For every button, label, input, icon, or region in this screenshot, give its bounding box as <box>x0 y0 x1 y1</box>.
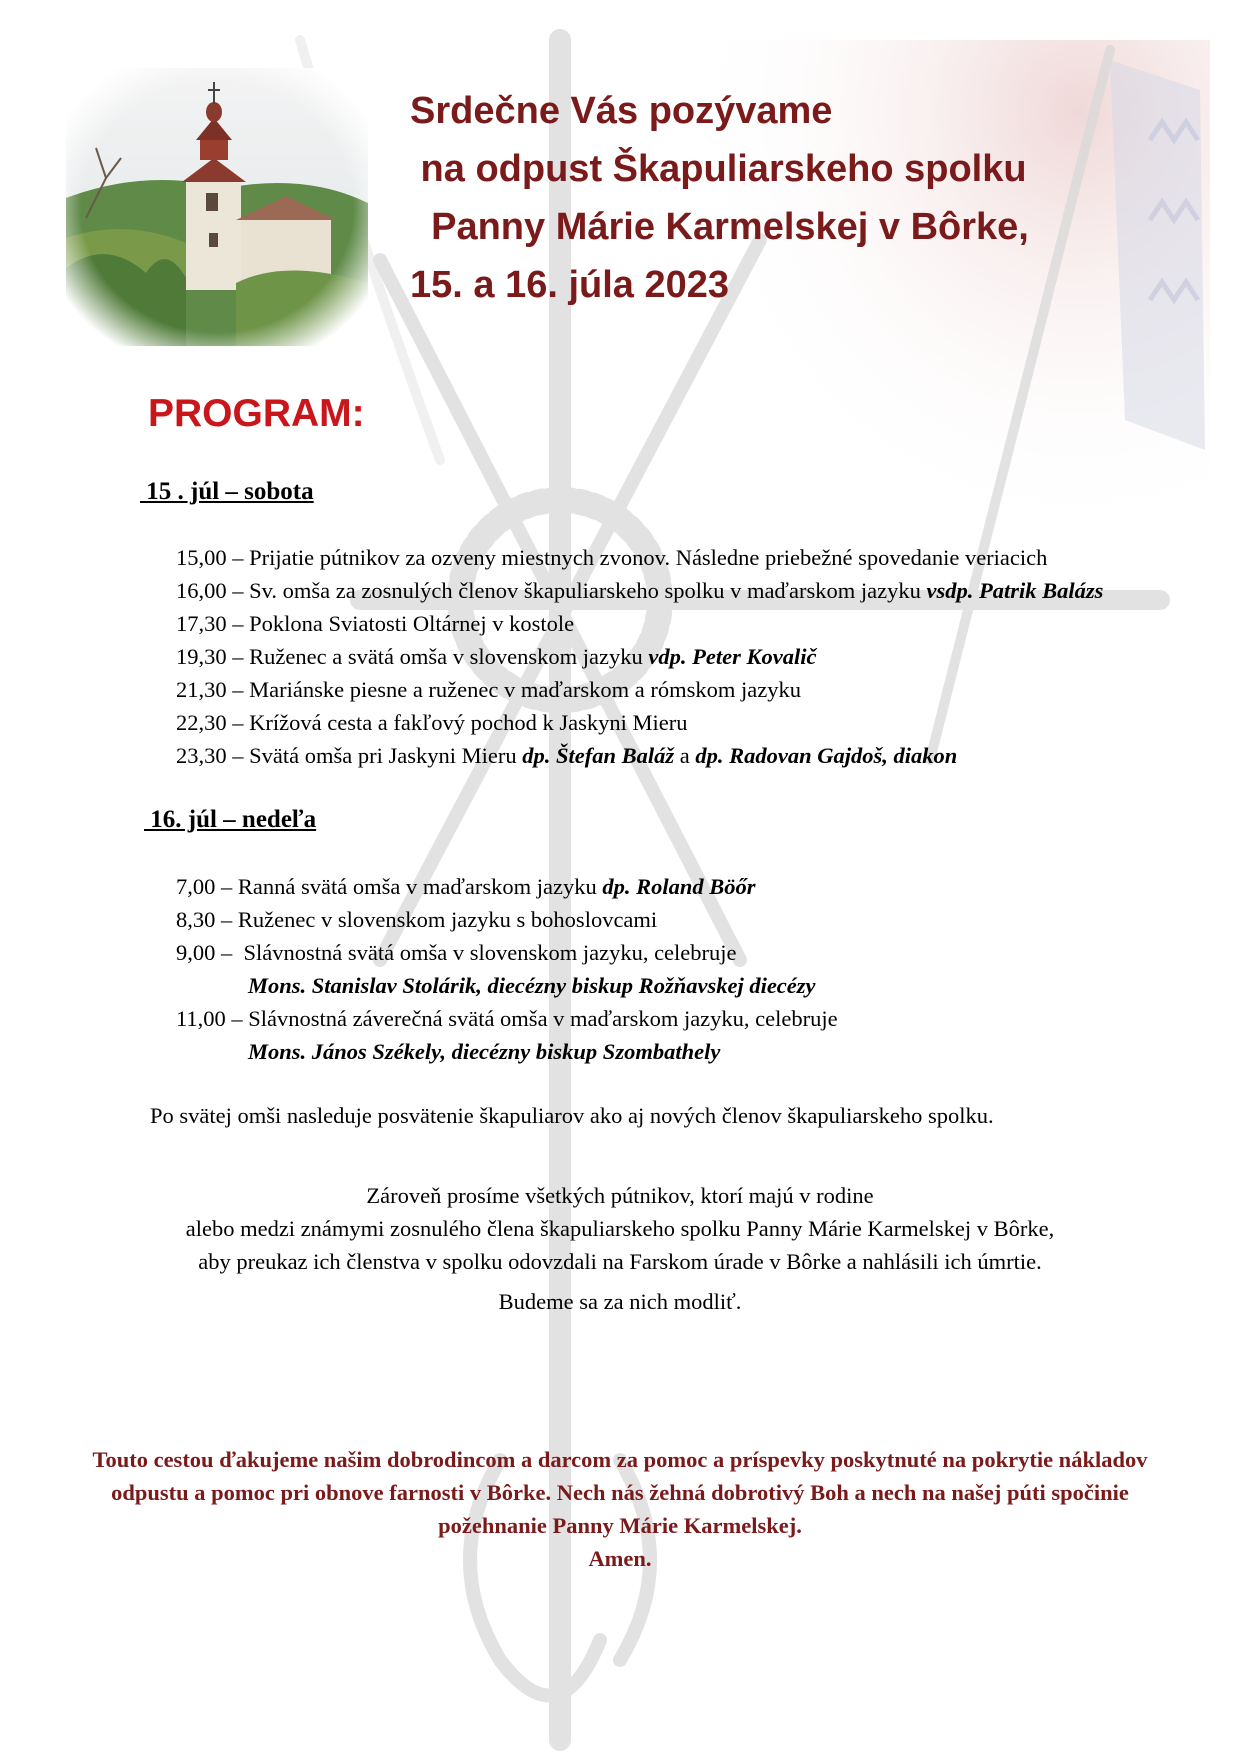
schedule-time: 8,30 – <box>176 907 238 932</box>
invitation-title <box>410 82 1029 314</box>
thanks-line-1: Touto cestou ďakujeme našim dobrodincom a darcom za pomoc a príspevky poskytnuté na pokrytie nákladov <box>92 1447 1148 1472</box>
program-heading: PROGRAM: <box>148 392 365 435</box>
schedule-text: Prijatie pútnikov za ozveny miestnych zvonov. Následne priebežné spovedanie veriacich <box>249 545 1048 570</box>
schedule-text: Svätá omša pri Jaskyni Mieru <box>249 743 523 768</box>
celebrant-name: dp. Roland Böőr <box>602 874 756 899</box>
title-line-2: na odpust Škapuliarskeho spolku <box>410 148 1027 190</box>
schedule-text: a <box>674 743 696 768</box>
thanks-line-4: Amen. <box>588 1546 652 1571</box>
celebrant-name: Mons. János Székely, diecézny biskup Szombathely <box>248 1039 721 1064</box>
celebrant-name: vdp. Peter Kovalič <box>648 644 817 669</box>
celebrant-name: vsdp. Patrik Balázs <box>926 578 1104 603</box>
request-line-3: aby preukaz ich členstva v spolku odovzdali na Farskom úrade v Bôrke a nahlásili ich úmrtie. <box>198 1249 1042 1274</box>
schedule-item <box>176 870 838 903</box>
schedule-text: Ruženec a svätá omša v slovenskom jazyku <box>249 644 649 669</box>
schedule-time: 15,00 – <box>176 545 250 570</box>
day2-heading: 16. júl – nedeľa <box>144 806 317 833</box>
schedule-item <box>176 574 1103 607</box>
schedule-time: 21,30 – <box>176 677 250 702</box>
request-line-2: alebo medzi známymi zosnulého člena škapuliarskeho spolku Panny Márie Karmelskej v Bôrke, <box>185 1216 1055 1241</box>
schedule-item <box>176 607 1103 640</box>
schedule-time: 23,30 – <box>176 743 250 768</box>
celebrant-name: dp. Štefan Baláž <box>522 743 675 768</box>
schedule-item <box>176 739 1103 772</box>
schedule-item <box>176 706 1103 739</box>
schedule-item <box>176 640 1103 673</box>
schedule-text: Mariánske piesne a ruženec v maďarskom a rómskom jazyku <box>249 677 801 702</box>
schedule-text: Sv. omša za zosnulých členov škapuliarskeho spolku v maďarskom jazyku <box>249 578 927 603</box>
schedule-text: Slávnostná záverečná svätá omša v maďarskom jazyku, celebruje <box>248 1006 838 1031</box>
celebrant-name: Mons. Stanislav Stolárik, diecézny biskup Rožňavskej diecézy <box>248 973 816 998</box>
schedule-item <box>176 969 838 1002</box>
schedule-time: 22,30 – <box>176 710 250 735</box>
church-photo <box>66 68 368 346</box>
schedule-time: 17,30 – <box>176 611 250 636</box>
schedule-text: Ranná svätá omša v maďarskom jazyku <box>237 874 603 899</box>
blessing-note: Po svätej omši nasleduje posvätenie škapuliarov ako aj nových členov škapuliarskeho spolku. <box>150 1103 994 1128</box>
schedule-time: 11,00 – <box>176 1006 249 1031</box>
schedule-text: Slávnostná svätá omša v slovenskom jazyku, celebruje <box>243 940 737 965</box>
celebrant-name: dp. Radovan Gajdoš, diakon <box>695 743 958 768</box>
title-line-4: 15. a 16. júla 2023 <box>410 264 730 306</box>
thanks-line-2: odpustu a pomoc pri obnove farnosti v Bôrke. Nech nás žehná dobrotivý Boh a nech na našej púti spočinie <box>111 1480 1129 1505</box>
schedule-time: 7,00 – <box>176 874 238 899</box>
schedule-item <box>176 1002 838 1035</box>
schedule-item <box>176 541 1103 574</box>
day1-schedule <box>176 541 1103 772</box>
title-line-3: Panny Márie Karmelskej v Bôrke, <box>410 206 1029 248</box>
title-line-1: Srdečne Vás pozývame <box>410 90 833 132</box>
schedule-text: Ruženec v slovenskom jazyku s bohoslovcami <box>237 907 658 932</box>
schedule-text: Poklona Sviatosti Oltárnej v kostole <box>249 611 575 636</box>
day1-heading: 15 . júl – sobota <box>140 478 314 505</box>
schedule-time: 19,30 – <box>176 644 250 669</box>
schedule-time: 16,00 – <box>176 578 250 603</box>
day2-schedule <box>176 870 838 1068</box>
schedule-time: 9,00 – <box>176 940 244 965</box>
request-line-1: Zároveň prosíme všetkých pútnikov, ktorí majú v rodine <box>366 1183 874 1208</box>
schedule-item <box>176 903 838 936</box>
schedule-text: Krížová cesta a fakľový pochod k Jaskyni Mieru <box>249 710 688 735</box>
schedule-item <box>176 1035 838 1068</box>
request-line-4: Budeme sa za nich modliť. <box>498 1289 742 1314</box>
thanks-line-3: požehnanie Panny Márie Karmelskej. <box>438 1513 802 1538</box>
schedule-item <box>176 936 838 969</box>
schedule-item <box>176 673 1103 706</box>
